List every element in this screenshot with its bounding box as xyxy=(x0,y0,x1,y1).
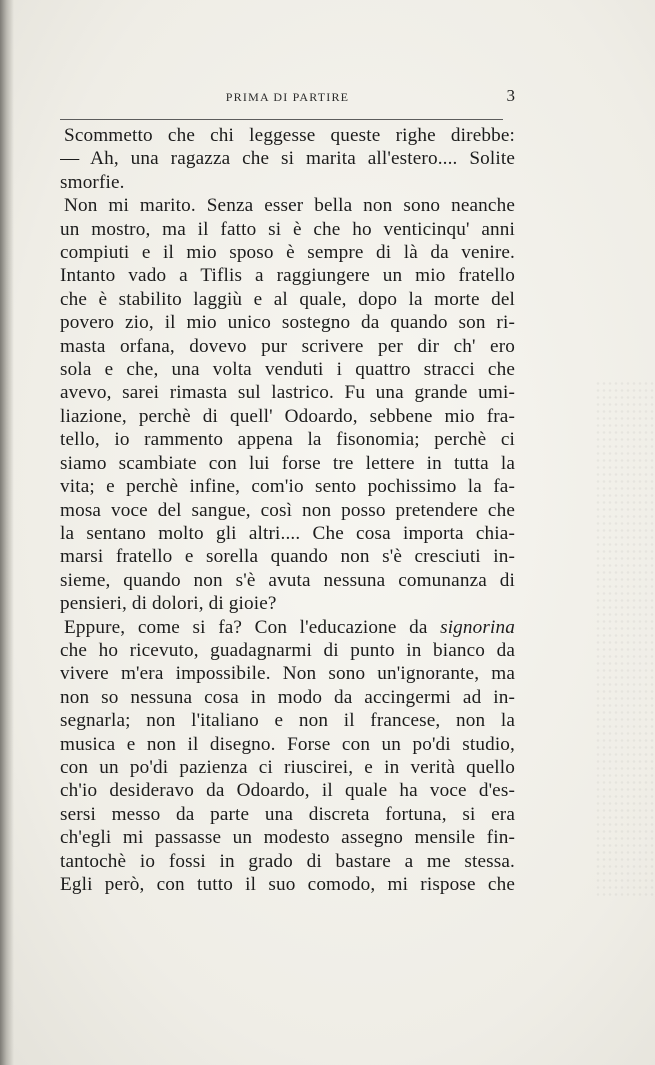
binding-shadow xyxy=(0,0,14,1065)
text-line: liazione, perchè di quell' Odoardo, sebbene mio fra- xyxy=(60,405,515,427)
italic-word: signorina xyxy=(440,616,515,638)
paragraph-3 xyxy=(60,616,515,897)
text-line: ch'io desideravo da Odoardo, il quale ha voce d'es- xyxy=(60,780,515,802)
text-line: avevo, sarei rimasta sul lastrico. Fu una grande umi- xyxy=(60,382,515,404)
text-line: — Ah, una ragazza che si marita all'estero.... Solite xyxy=(60,148,515,170)
text-line: Scommetto che chi leggesse queste righe direbbe: xyxy=(64,125,515,146)
page-number: 3 xyxy=(506,86,515,105)
text-fragment: Eppure, come si fa? Con l'educazione da xyxy=(64,616,441,638)
text-line: musica e non il disegno. Forse con un po'di studio, xyxy=(60,733,515,755)
text-line: segnarla; non l'italiano e non il francese, non la xyxy=(60,710,515,732)
text-line: Intanto vado a Tiflis a raggiungere un mio fratello xyxy=(60,265,515,287)
text-line: sieme, quando non s'è avuta nessuna comunanza di xyxy=(60,569,515,591)
page-header xyxy=(60,88,515,112)
text-line: tello, io rammento appena la fisonomia; perchè ci xyxy=(60,429,515,451)
text-line: sola e che, una volta venduti i quattro stracci che xyxy=(60,359,515,381)
text-line: la sentano molto gli altri.... Che cosa importa chia- xyxy=(60,522,515,544)
text-line: masta orfana, dovevo pur scrivere per dir ch' ero xyxy=(60,335,515,357)
text-line: che ho ricevuto, guadagnarmi di punto in bianco da xyxy=(60,639,515,661)
paragraph-2 xyxy=(60,194,515,615)
text-line: pensieri, di dolori, di gioie? xyxy=(60,593,277,615)
text-line: ch'egli mi passasse un modesto assegno mensile fin- xyxy=(60,827,515,849)
text-line: compiuti e il mio sposo è sempre di là da venire. xyxy=(60,242,515,264)
running-title: PRIMA DI PARTIRE xyxy=(225,90,350,104)
paper-texture xyxy=(595,380,655,900)
text-line: mosa voce del sangue, così non posso pretendere che xyxy=(60,499,515,521)
text-line: Egli però, con tutto il suo comodo, mi rispose che xyxy=(60,874,515,895)
text-line: siamo scambiate con lui forse tre lettere in tutta la xyxy=(60,452,515,474)
text-line xyxy=(60,616,515,639)
text-line: con un po'di pazienza ci riuscirei, e in verità quello xyxy=(60,756,515,778)
header-rule xyxy=(60,119,503,120)
paragraph-1 xyxy=(60,124,515,194)
text-line: marsi fratello e sorella quando non s'è cresciuti in- xyxy=(60,546,515,568)
text-line: povero zio, il mio unico sostegno da quando son ri- xyxy=(60,312,515,334)
text-line: tantochè io fossi in grado di bastare a me stessa. xyxy=(60,850,515,872)
text-line: un mostro, ma il fatto si è che ho venticinqu' anni xyxy=(60,218,515,240)
text-line: che è stabilito laggiù e al quale, dopo la morte del xyxy=(60,288,515,310)
text-line: non so nessuna cosa in modo da accingermi ad in- xyxy=(60,686,515,708)
text-line: vivere m'era impossibile. Non sono un'ignorante, ma xyxy=(60,663,515,685)
text-line: Non mi marito. Senza esser bella non sono neanche xyxy=(64,195,515,217)
text-line: vita; e perchè infine, com'io sento pochissimo la fa- xyxy=(60,476,515,498)
text-line: sersi messo da parte una discreta fortuna, si era xyxy=(60,803,515,825)
body-text xyxy=(60,124,515,896)
text-line: smorfie. xyxy=(60,171,125,193)
